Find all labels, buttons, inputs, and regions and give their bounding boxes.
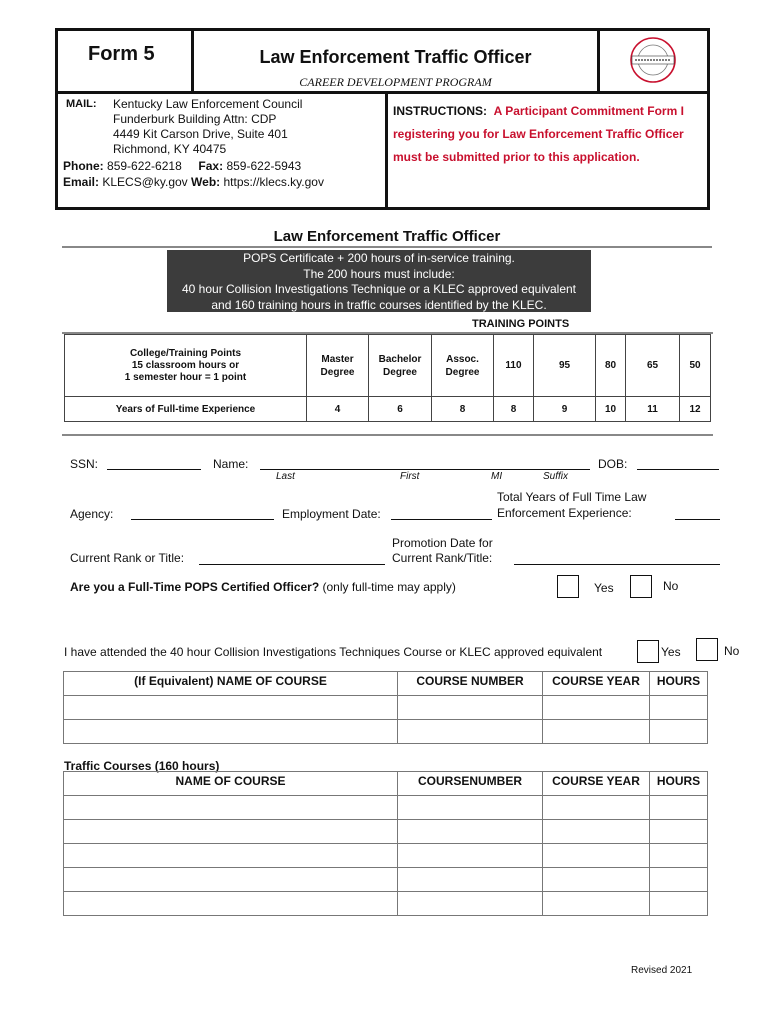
table-row bbox=[64, 892, 708, 916]
input-cell[interactable] bbox=[650, 820, 708, 844]
promotion-date-label-1: Promotion Date for bbox=[392, 536, 493, 550]
equiv-col-name: (If Equivalent) NAME OF COURSE bbox=[64, 672, 398, 696]
input-cell[interactable] bbox=[64, 820, 398, 844]
traffic-col-number: COURSENUMBER bbox=[398, 772, 543, 796]
mail-line-2: Funderburk Building Attn: CDP bbox=[113, 112, 277, 126]
input-cell[interactable] bbox=[650, 892, 708, 916]
training-points-table bbox=[64, 334, 711, 422]
employment-date-label: Employment Date: bbox=[282, 507, 381, 521]
equiv-col-number: COURSE NUMBER bbox=[398, 672, 543, 696]
current-rank-label: Current Rank or Title: bbox=[70, 551, 185, 565]
header-top-row bbox=[58, 31, 707, 94]
traffic-course-table bbox=[63, 771, 708, 916]
fax-label: Fax: bbox=[198, 159, 224, 173]
input-cell[interactable] bbox=[398, 868, 543, 892]
collision-yes-label: Yes bbox=[661, 645, 681, 659]
points-cell: 110 bbox=[494, 335, 534, 397]
input-cell[interactable] bbox=[650, 868, 708, 892]
input-cell[interactable] bbox=[543, 720, 650, 744]
promotion-date-label-2: Current Rank/Title: bbox=[392, 551, 493, 565]
pops-line-4: and 160 training hours in traffic courses identified by the KLEC. bbox=[211, 297, 547, 312]
phone-number: 859-622-6218 bbox=[107, 159, 182, 173]
experience-row bbox=[65, 397, 711, 422]
experience-cell: 4 bbox=[307, 397, 369, 422]
table-row bbox=[64, 696, 708, 720]
fax-number: 859-622-5943 bbox=[226, 159, 302, 173]
pops-no-checkbox[interactable] bbox=[630, 575, 652, 598]
section-title: Law Enforcement Traffic Officer bbox=[273, 228, 501, 245]
table-row bbox=[64, 720, 708, 744]
input-cell[interactable] bbox=[543, 868, 650, 892]
points-cell: 95 bbox=[534, 335, 596, 397]
total-years-field[interactable] bbox=[675, 519, 720, 520]
email-address: KLECS@ky.gov bbox=[102, 175, 188, 189]
current-rank-field[interactable] bbox=[199, 564, 385, 565]
input-cell[interactable] bbox=[650, 696, 708, 720]
instructions-line-2: registering you for Law Enforcement Traffic Officer bbox=[393, 127, 684, 141]
collision-no-label: No bbox=[724, 644, 740, 658]
logo-cell bbox=[597, 31, 707, 91]
equivalent-course-table bbox=[63, 671, 708, 744]
points-cell: 50 bbox=[680, 335, 711, 397]
input-cell[interactable] bbox=[543, 796, 650, 820]
experience-cell: 11 bbox=[626, 397, 680, 422]
instructions-line-3: must be submitted prior to this application. bbox=[393, 150, 640, 164]
header-divider bbox=[385, 94, 388, 207]
agency-label: Agency: bbox=[70, 507, 114, 521]
experience-cell: 6 bbox=[369, 397, 432, 422]
employment-date-field[interactable] bbox=[391, 519, 492, 520]
input-cell[interactable] bbox=[650, 796, 708, 820]
cell-line: Degree bbox=[445, 366, 480, 378]
cell-line: Degree bbox=[320, 366, 355, 378]
mail-line-1: Kentucky Law Enforcement Council bbox=[113, 97, 303, 111]
input-cell[interactable] bbox=[398, 820, 543, 844]
cell-line: Master bbox=[321, 353, 354, 365]
table-row bbox=[64, 868, 708, 892]
points-cell: 80 bbox=[596, 335, 626, 397]
phone-fax-line bbox=[63, 159, 301, 174]
equivalent-header-row bbox=[64, 672, 708, 696]
input-cell[interactable] bbox=[398, 796, 543, 820]
points-row bbox=[65, 335, 711, 397]
experience-cell: 8 bbox=[432, 397, 494, 422]
traffic-col-year: COURSE YEAR bbox=[543, 772, 650, 796]
total-years-label-2: Enforcement Experience: bbox=[497, 506, 632, 520]
cell-line: Bachelor bbox=[378, 353, 422, 365]
points-label-line: 1 semester hour = 1 point bbox=[124, 371, 247, 383]
input-cell[interactable] bbox=[650, 720, 708, 744]
input-cell[interactable] bbox=[543, 696, 650, 720]
traffic-header-row bbox=[64, 772, 708, 796]
promotion-date-field[interactable] bbox=[514, 564, 720, 565]
instructions-line-1: A Participant Commitment Form I bbox=[493, 104, 684, 118]
experience-row-label: Years of Full-time Experience bbox=[65, 397, 307, 422]
input-cell[interactable] bbox=[64, 720, 398, 744]
pops-yes-label: Yes bbox=[594, 581, 614, 595]
cell-line: Assoc. bbox=[446, 353, 479, 365]
revised-date: Revised 2021 bbox=[631, 965, 693, 976]
web-label: Web: bbox=[191, 175, 221, 189]
table-row bbox=[64, 844, 708, 868]
traffic-courses-heading: Traffic Courses (160 hours) bbox=[64, 759, 220, 773]
traffic-col-name: NAME OF COURSE bbox=[64, 772, 398, 796]
equiv-col-year: COURSE YEAR bbox=[543, 672, 650, 696]
points-cell-assoc bbox=[432, 335, 494, 397]
input-cell[interactable] bbox=[398, 720, 543, 744]
input-cell[interactable] bbox=[398, 696, 543, 720]
pops-question-rest: (only full-time may apply) bbox=[319, 580, 456, 594]
section-divider bbox=[62, 246, 712, 248]
input-cell[interactable] bbox=[64, 796, 398, 820]
last-name-hint: Last bbox=[276, 471, 295, 482]
pops-question-bold: Are you a Full-Time POPS Certified Officer? bbox=[70, 580, 320, 594]
agency-field[interactable] bbox=[131, 519, 274, 520]
name-label: Name: bbox=[213, 457, 249, 471]
experience-cell: 9 bbox=[534, 397, 596, 422]
input-cell[interactable] bbox=[64, 844, 398, 868]
input-cell[interactable] bbox=[543, 820, 650, 844]
collision-statement: I have attended the 40 hour Collision Investigations Techniques Course or KLEC approved equivalent bbox=[64, 645, 603, 659]
collision-no-checkbox[interactable] bbox=[696, 638, 718, 661]
pops-yes-checkbox[interactable] bbox=[557, 575, 579, 598]
equiv-col-hours: HOURS bbox=[650, 672, 708, 696]
pops-line-2: The 200 hours must include: bbox=[303, 266, 455, 281]
ssn-field[interactable] bbox=[107, 469, 201, 470]
input-cell[interactable] bbox=[543, 844, 650, 868]
points-cell-master bbox=[307, 335, 369, 397]
phone-label: Phone: bbox=[63, 159, 104, 173]
points-label-line: 15 classroom hours or bbox=[131, 359, 240, 371]
mail-line-3: 4449 Kit Carson Drive, Suite 401 bbox=[113, 127, 288, 141]
points-row-label bbox=[65, 335, 307, 397]
form-label: Form 5 bbox=[88, 43, 155, 65]
table-row bbox=[64, 820, 708, 844]
experience-cell: 8 bbox=[494, 397, 534, 422]
pops-no-label: No bbox=[663, 579, 679, 593]
dob-label: DOB: bbox=[598, 457, 628, 471]
input-cell[interactable] bbox=[543, 892, 650, 916]
email-label: Email: bbox=[63, 175, 100, 189]
table-row bbox=[64, 796, 708, 820]
total-years-label-1: Total Years of Full Time Law bbox=[497, 490, 647, 504]
input-cell[interactable] bbox=[64, 868, 398, 892]
training-points-label: TRAINING POINTS bbox=[472, 318, 570, 330]
email-web-line bbox=[63, 175, 324, 190]
mail-line-4: Richmond, KY 40475 bbox=[113, 142, 227, 156]
first-name-hint: First bbox=[400, 471, 420, 482]
points-cell-bachelor bbox=[369, 335, 432, 397]
input-cell[interactable] bbox=[398, 892, 543, 916]
cell-line: Degree bbox=[383, 366, 417, 378]
points-label-line: College/Training Points bbox=[129, 347, 242, 359]
experience-cell: 12 bbox=[680, 397, 711, 422]
mail-label: MAIL: bbox=[66, 98, 97, 110]
header-box bbox=[55, 28, 710, 210]
instructions-block bbox=[393, 100, 708, 169]
pops-requirements-box bbox=[167, 250, 591, 312]
input-cell[interactable] bbox=[64, 696, 398, 720]
input-cell[interactable] bbox=[64, 892, 398, 916]
input-cell[interactable] bbox=[398, 844, 543, 868]
pops-line-3: 40 hour Collision Investigations Technique or a KLEC approved equivalent bbox=[181, 282, 577, 296]
form-number-cell bbox=[58, 31, 194, 91]
input-cell[interactable] bbox=[650, 844, 708, 868]
suffix-hint: Suffix bbox=[543, 471, 569, 482]
pops-question bbox=[70, 580, 456, 594]
experience-cell: 10 bbox=[596, 397, 626, 422]
form-title: Law Enforcement Traffic Officer bbox=[259, 47, 532, 67]
collision-yes-checkbox[interactable] bbox=[637, 640, 659, 663]
klec-seal-logo bbox=[628, 35, 678, 85]
points-cell: 65 bbox=[626, 335, 680, 397]
web-address: https://klecs.ky.gov bbox=[223, 175, 324, 189]
ssn-label: SSN: bbox=[70, 457, 99, 471]
dob-field[interactable] bbox=[637, 469, 719, 470]
pops-line-1: POPS Certificate + 200 hours of in-service training. bbox=[243, 251, 515, 265]
name-field[interactable] bbox=[260, 469, 590, 470]
instructions-label: INSTRUCTIONS: bbox=[393, 104, 487, 118]
middle-initial-hint: MI bbox=[491, 471, 503, 482]
program-subtitle: CAREER DEVELOPMENT PROGRAM bbox=[299, 75, 492, 89]
traffic-col-hours: HOURS bbox=[650, 772, 708, 796]
